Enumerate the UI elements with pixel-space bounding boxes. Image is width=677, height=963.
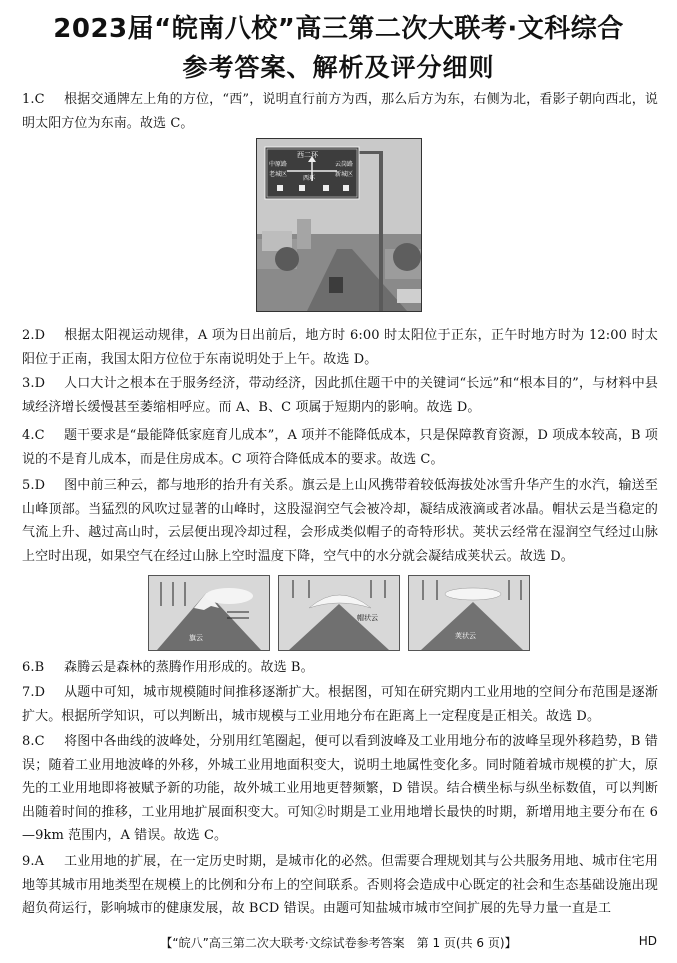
answer-number: 5.D (22, 478, 46, 493)
answer-number: 3.D (22, 376, 46, 391)
road-sign-photo-drawing (257, 139, 421, 311)
answer-number: 1.C (22, 92, 45, 107)
answer-number: 4.C (22, 428, 45, 443)
answer-item-4 (22, 424, 658, 471)
answer-number: 6.B (22, 660, 45, 675)
sign-label-mid: 西环 (303, 175, 316, 182)
answer-text: 人口大计之根本在于服务经济，带动经济，因此抓住题干中的关键词“长远”和“根本目的”，与材料中县域经济增长缓慢甚至萎缩相呼应。而 A、B、C 项属于短期内的影响。故选 D。 (22, 376, 658, 415)
cap-cloud-drawing (279, 576, 399, 650)
footer-code: HD (638, 934, 657, 948)
page-footer: 【“皖八”高三第二次大联考·文综试卷参考答案 第 1 页(共 6 页)】 (160, 936, 517, 950)
answer-text: 根据太阳视运动规律，A 项为日出前后，地方时 6:00 时太阳位于正东，正午时地方时为 12:00 时太阳位于正南，我国太阳方位位于东南说明处于上午。故选 D。 (22, 328, 658, 367)
answer-text: 森腾云是森林的蒸腾作用形成的。故选 B。 (64, 660, 314, 675)
answer-number: 2.D (22, 328, 46, 343)
page-subtitle: 参考答案、解析及评分细则 (182, 53, 495, 82)
answer-item-9 (22, 850, 658, 921)
answer-text: 工业用地的扩展，在一定历史时期，是城市化的必然。但需要合理规划其与公共服务用地、城市住宅用地等其城市用地类型在规模上的比例和分布上的空间联系。否则将会造成中心既定的社会和生态基础设施出现超负荷运行，影响城市的健康发展，故 BCD 错误。由题可知盐城市城市空间扩展的先导力量一直是工 (22, 854, 658, 916)
cloud-diagram-cap-cloud (278, 575, 400, 651)
sign-label-left-b: 老城区 (269, 171, 288, 178)
answer-item-2 (22, 324, 658, 371)
lenticular-cloud-drawing (409, 576, 529, 650)
sign-label-left-a: 中原路 (269, 161, 288, 168)
answer-item-3 (22, 372, 658, 419)
answer-number: 8.C (22, 734, 45, 749)
sign-label-top: 西二环 (297, 151, 318, 159)
cloud-diagram-banner-cloud (148, 575, 270, 651)
cloud-label-banner: 旗云 (189, 634, 203, 642)
answer-item-6 (22, 656, 658, 680)
answer-item-8 (22, 730, 658, 848)
cloud-diagram-lenticular-cloud (408, 575, 530, 651)
answer-text: 将图中各曲线的波峰处，分别用红笔圈起，便可以看到波峰及工业用地分布的波峰呈现外移趋势，B 错误；随着工业用地波峰的外移，外城工业用地面积变大，说明土地属性变化多。同时随着城市规模的扩大，原先的工业用地即将被赋予新的功能，故外城工业用地更替频繁，D 错误。结合横坐标与纵坐标数值，可以判断出随着时间的推移，工业用地扩展面积变大。可知②时期是工业用地增长最快的时期，新增用地主要分布在 6—9km 范围内，A 错误。故选 C。 (22, 734, 658, 843)
cloud-label-lenticular: 荚状云 (455, 632, 476, 640)
answer-text: 从题中可知，城市规模随时间推移逐渐扩大。根据图，可知在研究期内工业用地的空间分布范围是逐渐扩大。根据所学知识，可以判断出，城市规模与工业用地分布在距离上一定程度是正相关。故选 D。 (22, 685, 658, 724)
answer-item-1 (22, 88, 658, 135)
answer-text: 图中前三种云，都与地形的抬升有关系。旗云是上山风携带着较低海拔处冰雪升华产生的水汽，输送至山峰顶部。当猛烈的风吹过显著的山峰时，这股湿润空气会被冷却，凝结成液滴或者冰晶。帽状云是当稳定的气流上升、越过高山时，云层便出现冷却过程，会形成类似帽子的奇特形状。荚状云经常在湿润空气经过山脉上空时出现，如果空气在经过山脉上空时温度下降，空气中的水分就会凝结成荚状云。故选 D。 (22, 478, 658, 564)
cloud-label-cap: 帽状云 (357, 614, 378, 622)
answer-item-5 (22, 474, 658, 568)
banner-cloud-drawing (149, 576, 269, 650)
answer-number: 7.D (22, 685, 46, 700)
sign-label-right-a: 云岗路 (335, 161, 354, 168)
answer-number: 9.A (22, 854, 45, 869)
road-sign-photo (256, 138, 422, 312)
answer-item-7 (22, 681, 658, 728)
answer-text: 题干要求是“最能降低家庭育儿成本”，A 项并不能降低成本，只是保障教育资源，D 项成本较高，B 项说的不是育儿成本，而是住房成本。C 项符合降低成本的要求。故选 C。 (22, 428, 658, 467)
page-title: 2023届“皖南八校”高三第二次大联考·文科综合 (53, 14, 624, 44)
sign-label-right-b: 新城区 (335, 171, 354, 178)
answer-text: 根据交通牌左上角的方位，“西”，说明直行前方为西，那么后方为东，右侧为北，看影子朝向西北，说明太阳方位为东南。故选 C。 (22, 92, 658, 131)
